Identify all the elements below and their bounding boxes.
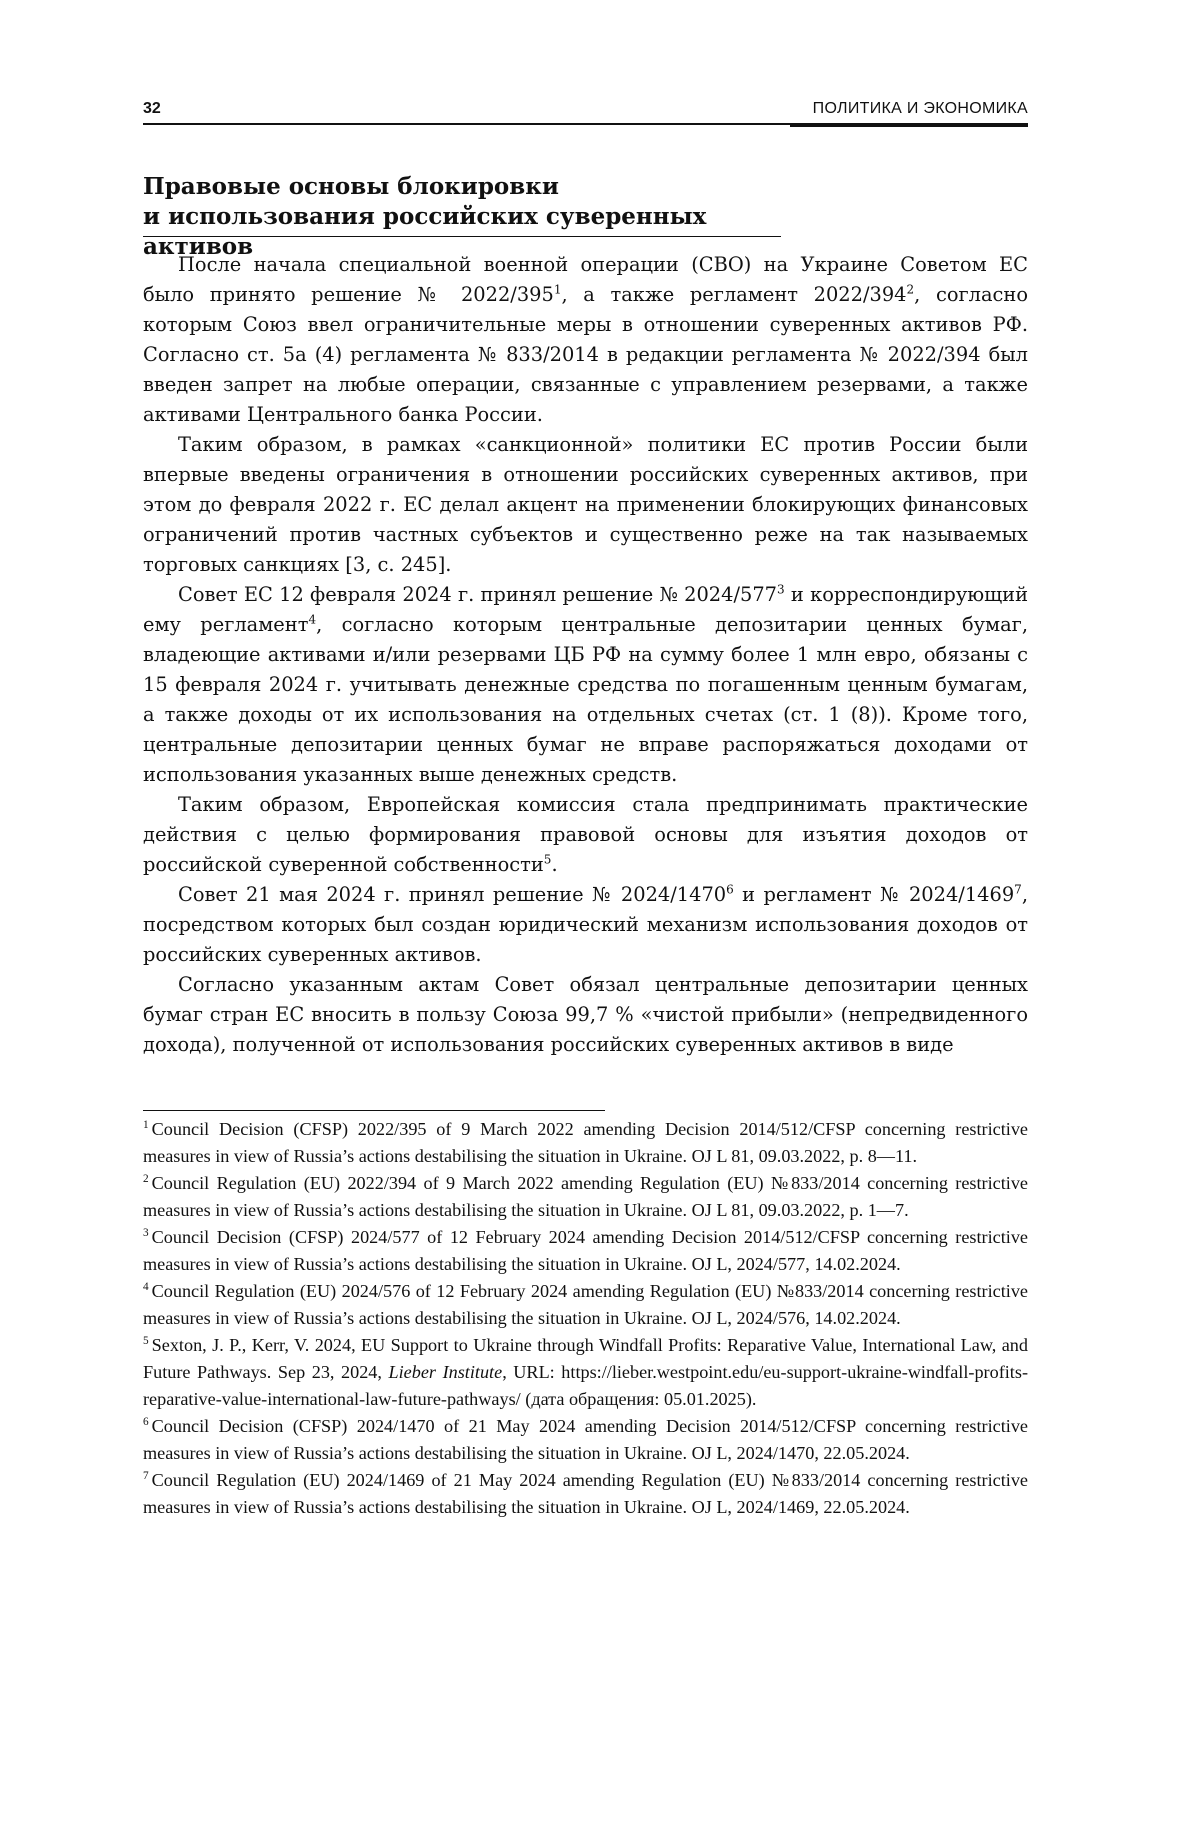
running-header	[143, 100, 1028, 126]
footnote-separator	[143, 1110, 605, 1111]
title-underline	[143, 236, 781, 237]
footnote-ref: 5	[543, 852, 552, 867]
section-title: ПОЛИТИКА И ЭКОНОМИКА	[812, 100, 1028, 117]
footnote: $^3$ Council Decision (CFSP) 2024/577 of 12 February 2024 amending Decision 2014/512/CFSP concerning restrictive measures in view of Russia’s actions destabilising the situation in Ukraine. OJ L, 2024/577, 14.02.2024.	[143, 1226, 1028, 1274]
footnote-ref: 7	[1014, 882, 1022, 897]
footnote: $^4$ Council Regulation (EU) 2024/576 of 12 February 2024 amending Regulation (EU) №833/2014 concerning restrictive measures in view of Russia’s actions destabilising the situation in Ukraine. OJ L, 2024/576, 14.02.2024.	[143, 1280, 1028, 1328]
footnotes	[143, 1116, 1028, 1521]
page-number: 32	[143, 100, 161, 117]
footnote-ref: 3	[777, 582, 785, 597]
publisher-name: Lieber Institute	[388, 1362, 503, 1382]
footnote: $^7$ Council Regulation (EU) 2024/1469 of 21 May 2024 amending Regulation (EU) №833/2014 concerning restrictive measures in view of Russia’s actions destabilising the situation in Ukraine. OJ L, 2024/1469, 22.05.2024.	[143, 1469, 1028, 1517]
paragraph: После начала специальной военной операции (СВО) на Украине Советом ЕС было принято решение № $2022/395^1$, а также регламент $2022/394^2$, согласно которым Союз ввел ограничительные меры в отношении суверенных активов РФ. Согласно ст. 5a (4) регламента № 833/2014 в редакции регламента № 2022/394 был введен запрет на любые операции, связанные с управлением резервами, а также активами Центрального банка России.	[143, 253, 1028, 426]
footnote: $^1$ Council Decision (CFSP) 2022/395 of 9 March 2022 amending Decision 2014/512/CFSP concerning restrictive measures in view of Russia’s actions destabilising the situation in Ukraine. OJ L 81, 09.03.2022, p. 8—11.	[143, 1118, 1028, 1166]
footnote: $^5$ Sexton, J. P., Kerr, V. 2024, EU Support to Ukraine through Windfall Profits: Reparative Value, International Law, and Future Pathways. Sep 23, 2024, Lieber Institute, URL: https://lieber.westpoint.edu/eu-support-ukraine-windfall-profits-reparative-value-international-law-future-pathways/ (дата обращения: 05.01.2025).	[143, 1334, 1028, 1409]
footnote: $^2$ Council Regulation (EU) 2022/394 of 9 March 2022 amending Regulation (EU) №833/2014 concerning restrictive measures in view of Russia’s actions destabilising the situation in Ukraine. OJ L 81, 09.03.2022, p. 1—7.	[143, 1172, 1028, 1220]
paragraph: Совет ЕС 12 февраля 2024 г. принял решение № $2024/577^3$ и корреспондирующий ему регламент$^4$, согласно которым центральные депозитарии ценных бумаг, владеющие активами и/или резервами ЦБ РФ на сумму более 1 млн евро, обязаны с 15 февраля 2024 г. учитывать денежные средства по погашенным ценным бумагам, а также доходы от их использования на отдельных счетах (ст. 1 (8)). Кроме того, центральные депозитарии ценных бумаг не вправе распоряжаться доходами от использования указанных выше денежных средств.	[143, 582, 1028, 786]
body-text	[143, 250, 1028, 1060]
header-rule-thick	[790, 123, 1028, 127]
footnote-ref: 6	[726, 882, 734, 897]
paragraph: Таким образом, в рамках «санкционной» политики ЕС против России были впервые введены ограничения в отношении российских суверенных активов, при этом до февраля 2022 г. ЕС делал акцент на применении блокирующих финансовых ограничений против частных субъектов и существенно реже на так называемых торговых санкциях [3, с. 245].	[143, 433, 1028, 576]
article-title	[143, 172, 803, 262]
footnote-ref: 4	[308, 612, 317, 627]
article-title-line-1: Правовые основы блокировки	[143, 173, 559, 200]
footnote: $^6$ Council Decision (CFSP) 2024/1470 of 21 May 2024 amending Decision 2014/512/CFSP concerning restrictive measures in view of Russia’s actions destabilising the situation in Ukraine. OJ L, 2024/1470, 22.05.2024.	[143, 1415, 1028, 1463]
paragraph: Совет 21 мая 2024 г. принял решение № 2024/1470$^6$ и регламент № 2024/1469$^7$, посредством которых был создан юридический механизм использования доходов от российских суверенных активов.	[143, 882, 1028, 966]
footnote-ref: 2	[906, 282, 915, 297]
footnote-ref: 1	[553, 282, 562, 297]
paragraph: Согласно указанным актам Совет обязал центральные депозитарии ценных бумаг стран ЕС вносить в пользу Союза 99,7 % «чистой прибыли» (непредвиденного дохода), полученной от использования российских суверенных активов в виде	[143, 973, 1028, 1056]
article-title-line-2: и использования российских суверенных активов	[143, 203, 707, 260]
paragraph: Таким образом, Европейская комиссия стала предпринимать практические действия с целью формирования правовой основы для изъятия доходов от российской суверенной собственности$^5$.	[143, 793, 1028, 876]
